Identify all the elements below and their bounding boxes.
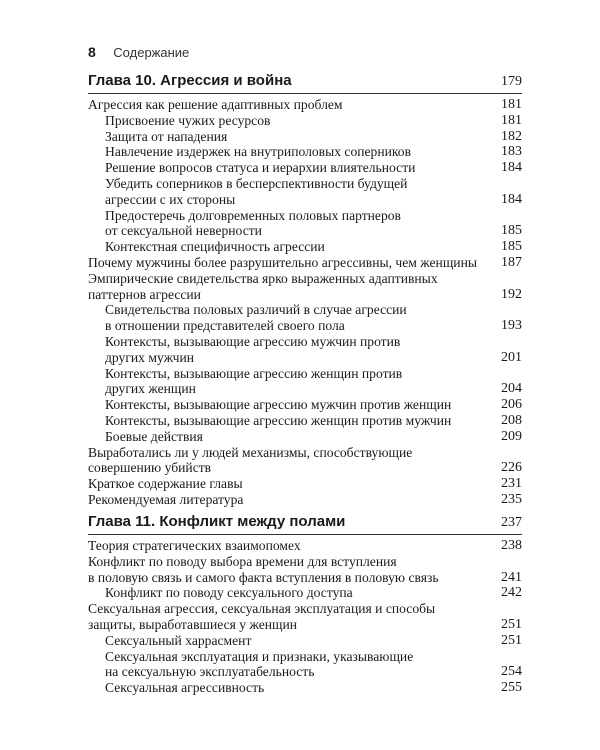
toc-entry[interactable] xyxy=(88,538,522,554)
toc-entry-page: 182 xyxy=(501,128,522,144)
toc-entry-page: 206 xyxy=(501,397,522,413)
chapter-title: Глава 10. Агрессия и война xyxy=(88,72,292,89)
toc-entry-line: Контексты, вызывающие агрессию мужчин против женщин xyxy=(105,397,452,413)
toc-entry-page: 238 xyxy=(501,538,522,553)
toc-entry-line: Свидетельства половых различий в случае агрессии xyxy=(105,302,407,318)
toc-entry-line: в отношении представителей своего пола xyxy=(105,318,345,334)
toc-entry-page: 192 xyxy=(501,286,522,302)
chapter-page: 237 xyxy=(501,515,522,530)
toc-entry-page: 226 xyxy=(501,460,522,476)
toc-entry-line: Краткое содержание главы xyxy=(88,476,243,492)
chapter-heading xyxy=(88,72,522,94)
toc-entry[interactable] xyxy=(88,208,522,240)
toc-entry[interactable] xyxy=(88,302,522,334)
toc-entry-line: Контекстная специфичность агрессии xyxy=(105,239,325,255)
chapter-10 xyxy=(88,72,522,508)
toc-entry[interactable] xyxy=(88,649,522,681)
toc-entry-line: других мужчин xyxy=(105,349,195,365)
toc-entry-page: 242 xyxy=(501,585,522,601)
toc-entry-line: Теория стратегических взаимопомех xyxy=(88,538,301,553)
toc-entry-page: 181 xyxy=(501,97,522,112)
toc-entry-page: 184 xyxy=(501,160,522,176)
toc-entry-page: 254 xyxy=(501,664,522,680)
toc-entry[interactable] xyxy=(88,633,522,649)
chapter-page: 179 xyxy=(501,74,522,89)
toc-entry[interactable] xyxy=(88,429,522,445)
toc-entry[interactable] xyxy=(88,554,522,586)
toc-entry[interactable] xyxy=(88,680,522,696)
toc-entry-page: 204 xyxy=(501,381,522,397)
toc-entry[interactable] xyxy=(88,601,522,633)
running-head xyxy=(88,44,189,62)
toc-entry[interactable] xyxy=(88,271,522,303)
page-number: 8 xyxy=(88,44,96,60)
toc-entry[interactable] xyxy=(88,113,522,129)
toc-entry-line: Контексты, вызывающие агрессию женщин против мужчин xyxy=(105,412,452,428)
toc-entry-line: паттернов агрессии xyxy=(88,286,201,302)
toc-entry-page: 231 xyxy=(501,476,522,492)
toc-entry-line: Навлечение издержек на внутриполовых соперников xyxy=(105,144,412,160)
toc-entry-line: Убедить соперников в бесперспективности будущей xyxy=(105,175,408,191)
toc-entry-page: 184 xyxy=(501,191,522,207)
chapter-11 xyxy=(88,513,522,696)
toc-entry[interactable] xyxy=(88,585,522,601)
toc-entry-page: 185 xyxy=(501,223,522,239)
toc-entry[interactable] xyxy=(88,334,522,366)
toc-entry[interactable] xyxy=(88,129,522,145)
toc-entry-line: Агрессия как решение адаптивных проблем xyxy=(88,97,343,112)
toc-entry-line: Конфликт по поводу выбора времени для вступления xyxy=(88,553,397,569)
toc-entry[interactable] xyxy=(88,476,522,492)
toc-entry-line: от сексуальной неверности xyxy=(105,223,262,239)
toc-entry-page: 251 xyxy=(501,616,522,632)
toc-entry-line: других женщин xyxy=(105,381,196,397)
toc-entry-line: Боевые действия xyxy=(105,428,203,444)
toc-entry-page: 209 xyxy=(501,428,522,444)
toc-entry-line: Контексты, вызывающие агрессию женщин против xyxy=(105,365,403,381)
toc-entry-line: Защита от нападения xyxy=(105,128,228,144)
toc-entry-line: агрессии с их стороны xyxy=(105,191,236,207)
chapter-title: Глава 11. Конфликт между полами xyxy=(88,513,346,530)
toc-entry-line: на сексуальную эксплуатабельность xyxy=(105,664,315,680)
toc-entry[interactable] xyxy=(88,397,522,413)
toc-entry[interactable] xyxy=(88,239,522,255)
toc-entry-line: Конфликт по поводу сексуального доступа xyxy=(105,585,353,601)
toc-entry-page: 183 xyxy=(501,144,522,160)
toc-entry-line: Сексуальная агрессивность xyxy=(105,680,265,696)
toc-entry[interactable] xyxy=(88,160,522,176)
toc-entry[interactable] xyxy=(88,413,522,429)
toc-entry[interactable] xyxy=(88,176,522,208)
toc-entry-line: Присвоение чужих ресурсов xyxy=(105,112,271,128)
toc-entry-page: 185 xyxy=(501,239,522,255)
toc-entry-page: 201 xyxy=(501,349,522,365)
toc-entry-line: Предостеречь долговременных половых партнеров xyxy=(105,207,401,223)
toc-entry-page: 181 xyxy=(501,112,522,128)
toc-entry[interactable] xyxy=(88,144,522,160)
toc-entry[interactable] xyxy=(88,366,522,398)
toc-entry[interactable] xyxy=(88,492,522,508)
toc-entry-page: 235 xyxy=(501,491,522,507)
toc-entry-line: Сексуальный харрасмент xyxy=(105,632,252,648)
toc-entry-line: Сексуальная агрессия, сексуальная эксплуатация и способы xyxy=(88,601,436,617)
toc-entry-line: Решение вопросов статуса и иерархии влиятельности xyxy=(105,160,416,176)
toc-entry-line: Сексуальная эксплуатация и признаки, указывающие xyxy=(105,648,414,664)
toc-entry-line: Почему мужчины более разрушительно агрессивны, чем женщины xyxy=(88,254,477,270)
toc-entry-page: 187 xyxy=(501,254,522,270)
chapter-heading xyxy=(88,513,522,535)
toc-entry-line: Контексты, вызывающие агрессию мужчин против xyxy=(105,333,401,349)
toc-entry[interactable] xyxy=(88,97,522,113)
toc-entry-page: 251 xyxy=(501,632,522,648)
toc-entry-page: 193 xyxy=(501,318,522,334)
running-title: Содержание xyxy=(113,45,190,60)
toc-entry[interactable] xyxy=(88,445,522,477)
toc-entry-line: Выработались ли у людей механизмы, способствующие xyxy=(88,444,413,460)
toc-entry[interactable] xyxy=(88,255,522,271)
toc-entry-page: 208 xyxy=(501,412,522,428)
toc-entry-line: защиты, выработавшиеся у женщин xyxy=(88,616,298,632)
toc-entry-line: Рекомендуемая литература xyxy=(88,491,244,507)
toc-entry-page: 241 xyxy=(501,569,522,585)
toc-entry-line: Эмпирические свидетельства ярко выраженных адаптивных xyxy=(88,270,438,286)
toc-entry-page: 255 xyxy=(501,680,522,696)
toc-entry-line: совершению убийств xyxy=(88,460,212,476)
toc-entry-line: в половую связь и самого факта вступления в половую связь xyxy=(88,569,439,585)
